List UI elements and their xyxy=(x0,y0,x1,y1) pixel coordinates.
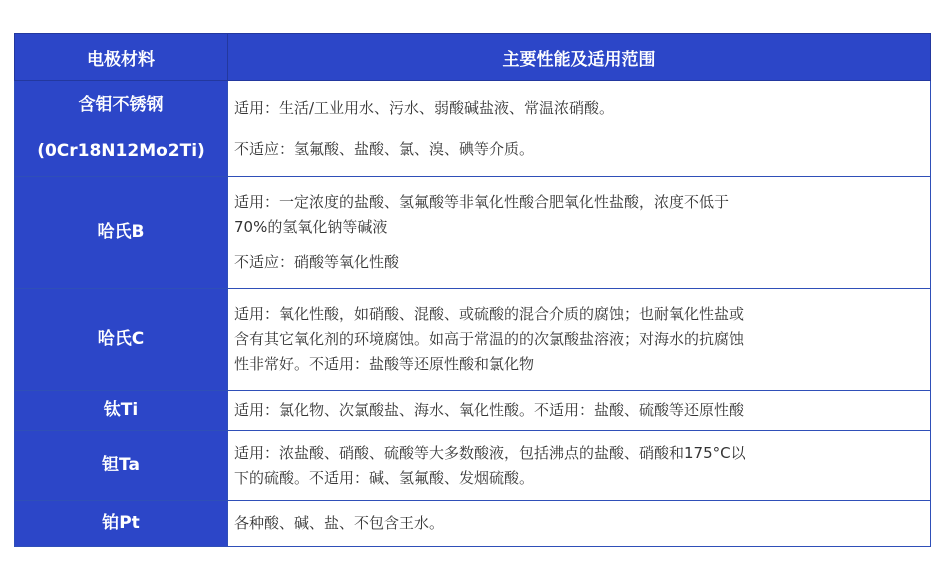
electrode-material-table xyxy=(14,33,931,547)
description-line: 适用：浓盐酸、硝酸、硫酸等大多数酸液，包括沸点的盐酸、硝酸和175°C以 xyxy=(234,443,746,462)
material-cell xyxy=(15,177,228,289)
header-scope: 主要性能及适用范围 xyxy=(228,34,931,81)
material-cell xyxy=(15,431,228,501)
description-cell xyxy=(228,289,931,391)
description-line: 适用：氧化性酸，如硝酸、混酸、或硫酸的混合介质的腐蚀；也耐氧化性盐或 xyxy=(234,305,745,323)
description-line: 各种酸、碱、盐、不包含王水。 xyxy=(234,514,445,532)
description-line: 适用：氯化物、次氯酸盐、海水、氧化性酸。不适用：盐酸、硫酸等还原性酸 xyxy=(234,401,745,419)
description-cell xyxy=(228,81,931,177)
description-cell xyxy=(228,177,931,289)
description-line: 性非常好。不适用：盐酸等还原性酸和氯化物 xyxy=(234,355,535,373)
material-cell xyxy=(15,501,228,547)
description-line: 含有其它氧化剂的环境腐蚀。如高于常温的的次氯酸盐溶液；对海水的抗腐蚀 xyxy=(234,330,745,348)
material-cell xyxy=(15,81,228,177)
material-name: 含钼不锈钢 xyxy=(78,95,164,115)
material-name: 铂Pt xyxy=(102,513,140,533)
material-grade: (0Cr18N12Mo2Ti) xyxy=(37,141,205,161)
table-row xyxy=(15,391,931,431)
table-row xyxy=(15,289,931,391)
description-line: 不适应：氢氟酸、盐酸、氯、溴、碘等介质。 xyxy=(234,139,535,158)
description-line: 适用：生活/工业用水、污水、弱酸碱盐液、常温浓硝酸。 xyxy=(234,98,615,117)
header-material: 电极材料 xyxy=(15,34,228,81)
description-line: 适用：一定浓度的盐酸、氢氟酸等非氧化性酸合肥氧化性盐酸，浓度不低于 xyxy=(234,193,730,211)
table-header-row xyxy=(15,34,931,81)
description-line: 不适应：硝酸等氧化性酸 xyxy=(234,253,400,271)
material-cell xyxy=(15,391,228,431)
material-name: 哈氏C xyxy=(97,329,145,349)
table-row xyxy=(15,501,931,547)
table-row xyxy=(15,177,931,289)
description-cell xyxy=(228,431,931,501)
material-name: 钛Ti xyxy=(103,400,139,420)
material-name: 哈氏B xyxy=(97,222,145,242)
material-cell xyxy=(15,289,228,391)
description-line: 70%的氢氧化钠等碱液 xyxy=(234,218,388,236)
table-row xyxy=(15,81,931,177)
description-line: 下的硫酸。不适用：碱、氢氟酸、发烟硫酸。 xyxy=(234,468,535,487)
table-row xyxy=(15,431,931,501)
material-name: 钽Ta xyxy=(102,455,140,475)
description-cell xyxy=(228,391,931,431)
description-cell xyxy=(228,501,931,547)
